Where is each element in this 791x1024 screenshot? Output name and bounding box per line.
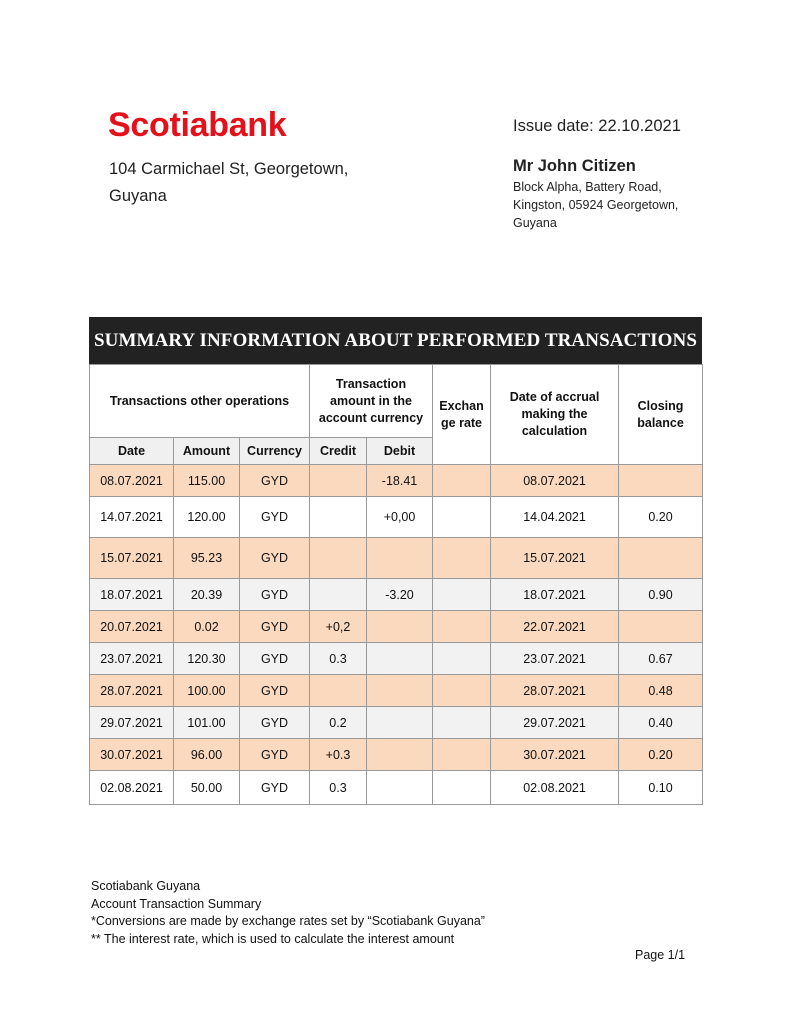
cell-exchange-rate: [433, 465, 491, 497]
cell-currency: GYD: [240, 579, 310, 611]
cell-amount: 95.23: [174, 538, 240, 579]
cell-accrual-date: 28.07.2021: [491, 675, 619, 707]
cell-currency: GYD: [240, 538, 310, 579]
cell-currency: GYD: [240, 497, 310, 538]
cell-credit: +0,2: [310, 611, 367, 643]
cell-amount: 120.30: [174, 643, 240, 675]
cell-exchange-rate: [433, 497, 491, 538]
table-row: [90, 739, 703, 771]
cell-closing-balance: 0.67: [619, 643, 703, 675]
cell-debit: [367, 707, 433, 739]
summary-title: SUMMARY INFORMATION ABOUT PERFORMED TRANSACTIONS: [89, 317, 702, 364]
cell-amount: 96.00: [174, 739, 240, 771]
customer-address-line: Kingston, 05924 Georgetown,: [513, 198, 679, 212]
customer-name: Mr John Citizen: [513, 157, 636, 175]
subheader-amount: Amount: [174, 438, 240, 465]
cell-accrual-date: 18.07.2021: [491, 579, 619, 611]
cell-accrual-date: 15.07.2021: [491, 538, 619, 579]
cell-closing-balance: 0.20: [619, 739, 703, 771]
cell-currency: GYD: [240, 643, 310, 675]
cell-accrual-date: 29.07.2021: [491, 707, 619, 739]
footer-notes: [91, 878, 485, 948]
cell-date: 02.08.2021: [90, 771, 174, 805]
cell-closing-balance: 0.40: [619, 707, 703, 739]
cell-amount: 0.02: [174, 611, 240, 643]
cell-debit: [367, 675, 433, 707]
cell-credit: +0.3: [310, 739, 367, 771]
cell-debit: [367, 611, 433, 643]
header-amount-in-currency: Transaction amount in the account currency: [310, 365, 433, 438]
cell-credit: 0.3: [310, 643, 367, 675]
footer-line: Scotiabank Guyana: [91, 879, 201, 893]
cell-date: 14.07.2021: [90, 497, 174, 538]
header-closing-balance: Closing balance: [619, 365, 703, 465]
cell-credit: [310, 579, 367, 611]
cell-date: 15.07.2021: [90, 538, 174, 579]
cell-closing-balance: 0.10: [619, 771, 703, 805]
header-date-of-accrual: Date of accrual making the calculation: [491, 365, 619, 465]
cell-debit: [367, 739, 433, 771]
cell-accrual-date: 14.04.2021: [491, 497, 619, 538]
table-row: [90, 771, 703, 805]
cell-date: 28.07.2021: [90, 675, 174, 707]
table-row: [90, 643, 703, 675]
cell-credit: [310, 538, 367, 579]
header-exchange-rate: Exchan ge rate: [433, 365, 491, 465]
bank-address-line: 104 Carmichael St, Georgetown,: [109, 160, 349, 178]
cell-closing-balance: [619, 465, 703, 497]
footer-line: *Conversions are made by exchange rates set by “Scotiabank Guyana”: [91, 914, 485, 928]
table-row: [90, 675, 703, 707]
header-other-operations: Transactions other operations: [90, 365, 310, 438]
cell-closing-balance: [619, 611, 703, 643]
cell-accrual-date: 30.07.2021: [491, 739, 619, 771]
subheader-currency: Currency: [240, 438, 310, 465]
bank-address: [109, 156, 379, 210]
subheader-debit: Debit: [367, 438, 433, 465]
cell-accrual-date: 22.07.2021: [491, 611, 619, 643]
subheader-date: Date: [90, 438, 174, 465]
footer-line: ** The interest rate, which is used to calculate the interest amount: [91, 931, 455, 946]
customer-address-line: Block Alpha, Battery Road,: [513, 180, 662, 194]
cell-amount: 100.00: [174, 675, 240, 707]
cell-date: 29.07.2021: [90, 707, 174, 739]
cell-debit: +0,00: [367, 497, 433, 538]
cell-amount: 101.00: [174, 707, 240, 739]
footer-line: Account Transaction Summary: [91, 896, 262, 911]
table-row: [90, 538, 703, 579]
scotiabank-logo: Scotiabank: [108, 106, 287, 144]
cell-credit: [310, 497, 367, 538]
cell-debit: [367, 771, 433, 805]
cell-credit: [310, 465, 367, 497]
cell-date: 23.07.2021: [90, 643, 174, 675]
cell-date: 20.07.2021: [90, 611, 174, 643]
transactions-table: [89, 364, 703, 805]
table-row: [90, 579, 703, 611]
cell-currency: GYD: [240, 675, 310, 707]
cell-exchange-rate: [433, 771, 491, 805]
table-row: [90, 497, 703, 538]
cell-exchange-rate: [433, 538, 491, 579]
cell-debit: [367, 538, 433, 579]
customer-address-line: Guyana: [513, 216, 557, 230]
cell-debit: [367, 643, 433, 675]
cell-closing-balance: 0.90: [619, 579, 703, 611]
cell-date: 18.07.2021: [90, 579, 174, 611]
issue-date: Issue date: 22.10.2021: [513, 117, 681, 135]
table-row: [90, 707, 703, 739]
cell-currency: GYD: [240, 707, 310, 739]
cell-date: 30.07.2021: [90, 739, 174, 771]
cell-exchange-rate: [433, 675, 491, 707]
customer-address: [513, 178, 703, 232]
cell-exchange-rate: [433, 643, 491, 675]
subheader-credit: Credit: [310, 438, 367, 465]
cell-currency: GYD: [240, 611, 310, 643]
cell-closing-balance: 0.20: [619, 497, 703, 538]
cell-exchange-rate: [433, 707, 491, 739]
cell-amount: 120.00: [174, 497, 240, 538]
cell-accrual-date: 08.07.2021: [491, 465, 619, 497]
cell-credit: 0.3: [310, 771, 367, 805]
table-row: [90, 611, 703, 643]
cell-closing-balance: 0.48: [619, 675, 703, 707]
cell-amount: 20.39: [174, 579, 240, 611]
cell-exchange-rate: [433, 579, 491, 611]
cell-date: 08.07.2021: [90, 465, 174, 497]
cell-amount: 50.00: [174, 771, 240, 805]
cell-currency: GYD: [240, 771, 310, 805]
transaction-summary: [89, 317, 702, 805]
cell-exchange-rate: [433, 611, 491, 643]
page-number: Page 1/1: [635, 948, 686, 962]
cell-amount: 115.00: [174, 465, 240, 497]
cell-accrual-date: 02.08.2021: [491, 771, 619, 805]
cell-credit: [310, 675, 367, 707]
cell-exchange-rate: [433, 739, 491, 771]
cell-credit: 0.2: [310, 707, 367, 739]
cell-currency: GYD: [240, 739, 310, 771]
cell-closing-balance: [619, 538, 703, 579]
cell-currency: GYD: [240, 465, 310, 497]
cell-debit: -3.20: [367, 579, 433, 611]
cell-debit: -18.41: [367, 465, 433, 497]
cell-accrual-date: 23.07.2021: [491, 643, 619, 675]
table-row: [90, 465, 703, 497]
bank-address-line: Guyana: [109, 187, 167, 205]
